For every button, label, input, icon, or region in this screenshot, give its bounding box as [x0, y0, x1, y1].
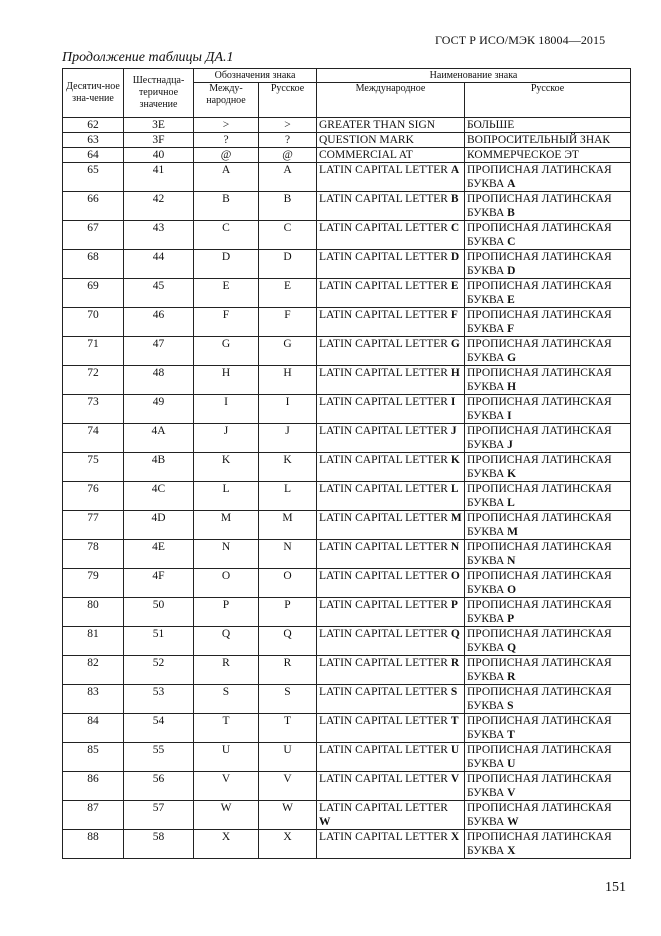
cell-hex: 53	[124, 685, 194, 714]
cell-hex: 4A	[124, 424, 194, 453]
cell-hex: 57	[124, 801, 194, 830]
table-row	[63, 337, 631, 366]
cell-name-ru: ПРОПИСНАЯ ЛАТИНСКАЯ БУКВА O	[465, 569, 631, 598]
cell-name-ru: ПРОПИСНАЯ ЛАТИНСКАЯ БУКВА V	[465, 772, 631, 801]
cell-decimal: 80	[63, 598, 124, 627]
cell-name-ru: ПРОПИСНАЯ ЛАТИНСКАЯ БУКВА E	[465, 279, 631, 308]
cell-decimal: 66	[63, 192, 124, 221]
cell-symbol-intl: U	[194, 743, 259, 772]
cell-name-ru: ПРОПИСНАЯ ЛАТИНСКАЯ БУКВА I	[465, 395, 631, 424]
cell-decimal: 86	[63, 772, 124, 801]
cell-symbol-ru: M	[259, 511, 317, 540]
cell-decimal: 71	[63, 337, 124, 366]
cell-symbol-intl: M	[194, 511, 259, 540]
cell-hex: 3F	[124, 133, 194, 148]
cell-name-intl: COMMERCIAL AT	[317, 148, 465, 163]
table-row	[63, 685, 631, 714]
cell-symbol-ru: L	[259, 482, 317, 511]
cell-symbol-intl: K	[194, 453, 259, 482]
table-row	[63, 250, 631, 279]
cell-symbol-ru: A	[259, 163, 317, 192]
cell-decimal: 83	[63, 685, 124, 714]
cell-symbol-intl: P	[194, 598, 259, 627]
cell-hex: 47	[124, 337, 194, 366]
cell-name-ru: КОММЕРЧЕСКОЕ ЭТ	[465, 148, 631, 163]
cell-hex: 41	[124, 163, 194, 192]
cell-hex: 42	[124, 192, 194, 221]
cell-name-intl: LATIN CAPITAL LETTER D	[317, 250, 465, 279]
cell-hex: 43	[124, 221, 194, 250]
cell-symbol-intl: R	[194, 656, 259, 685]
cell-name-ru: БОЛЬШЕ	[465, 118, 631, 133]
cell-hex: 4F	[124, 569, 194, 598]
table-row	[63, 482, 631, 511]
cell-name-intl: QUESTION MARK	[317, 133, 465, 148]
cell-hex: 40	[124, 148, 194, 163]
table-row	[63, 308, 631, 337]
cell-symbol-ru: V	[259, 772, 317, 801]
cell-name-ru: ПРОПИСНАЯ ЛАТИНСКАЯ БУКВА A	[465, 163, 631, 192]
col-header-name-ru: Русское	[465, 83, 631, 118]
cell-name-ru: ПРОПИСНАЯ ЛАТИНСКАЯ БУКВА J	[465, 424, 631, 453]
cell-name-intl: LATIN CAPITAL LETTER A	[317, 163, 465, 192]
cell-name-ru: ПРОПИСНАЯ ЛАТИНСКАЯ БУКВА P	[465, 598, 631, 627]
cell-symbol-ru: P	[259, 598, 317, 627]
table-row	[63, 540, 631, 569]
cell-decimal: 75	[63, 453, 124, 482]
cell-symbol-intl: B	[194, 192, 259, 221]
cell-decimal: 72	[63, 366, 124, 395]
table-row	[63, 366, 631, 395]
cell-symbol-intl: I	[194, 395, 259, 424]
cell-decimal: 67	[63, 221, 124, 250]
col-header-designation: Обозначения знака	[194, 69, 317, 83]
cell-name-ru: ПРОПИСНАЯ ЛАТИНСКАЯ БУКВА T	[465, 714, 631, 743]
cell-hex: 44	[124, 250, 194, 279]
cell-name-intl: LATIN CAPITAL LETTER F	[317, 308, 465, 337]
cell-symbol-ru: X	[259, 830, 317, 859]
cell-symbol-ru: B	[259, 192, 317, 221]
character-table	[62, 68, 631, 859]
cell-decimal: 62	[63, 118, 124, 133]
cell-symbol-intl: F	[194, 308, 259, 337]
table-row	[63, 801, 631, 830]
cell-decimal: 64	[63, 148, 124, 163]
cell-symbol-ru: I	[259, 395, 317, 424]
cell-symbol-intl: S	[194, 685, 259, 714]
table-row	[63, 192, 631, 221]
cell-decimal: 77	[63, 511, 124, 540]
cell-symbol-intl: >	[194, 118, 259, 133]
cell-symbol-intl: J	[194, 424, 259, 453]
cell-name-intl: LATIN CAPITAL LETTER O	[317, 569, 465, 598]
cell-symbol-intl: N	[194, 540, 259, 569]
cell-name-intl: LATIN CAPITAL LETTER M	[317, 511, 465, 540]
cell-name-ru: ПРОПИСНАЯ ЛАТИНСКАЯ БУКВА L	[465, 482, 631, 511]
cell-name-intl: LATIN CAPITAL LETTER G	[317, 337, 465, 366]
cell-hex: 48	[124, 366, 194, 395]
col-header-designation-ru: Русское	[259, 83, 317, 118]
col-header-decimal: Десятич-ное зна-чение	[63, 69, 124, 118]
table-row	[63, 569, 631, 598]
cell-hex: 56	[124, 772, 194, 801]
cell-decimal: 68	[63, 250, 124, 279]
cell-name-intl: LATIN CAPITAL LETTER K	[317, 453, 465, 482]
table-row	[63, 743, 631, 772]
cell-hex: 58	[124, 830, 194, 859]
cell-name-ru: ПРОПИСНАЯ ЛАТИНСКАЯ БУКВА C	[465, 221, 631, 250]
col-header-designation-intl: Между-народное	[194, 83, 259, 118]
cell-name-intl: LATIN CAPITAL LETTER C	[317, 221, 465, 250]
cell-symbol-ru: T	[259, 714, 317, 743]
cell-decimal: 65	[63, 163, 124, 192]
cell-name-intl: LATIN CAPITAL LETTER W	[317, 801, 465, 830]
table-row	[63, 598, 631, 627]
cell-hex: 3E	[124, 118, 194, 133]
cell-hex: 55	[124, 743, 194, 772]
cell-symbol-intl: D	[194, 250, 259, 279]
cell-hex: 49	[124, 395, 194, 424]
cell-symbol-ru: W	[259, 801, 317, 830]
table-row	[63, 511, 631, 540]
cell-hex: 46	[124, 308, 194, 337]
col-header-name-intl: Международное	[317, 83, 465, 118]
cell-name-ru: ПРОПИСНАЯ ЛАТИНСКАЯ БУКВА U	[465, 743, 631, 772]
cell-name-intl: LATIN CAPITAL LETTER L	[317, 482, 465, 511]
cell-hex: 51	[124, 627, 194, 656]
cell-name-ru: ПРОПИСНАЯ ЛАТИНСКАЯ БУКВА D	[465, 250, 631, 279]
cell-decimal: 76	[63, 482, 124, 511]
cell-name-ru: ПРОПИСНАЯ ЛАТИНСКАЯ БУКВА G	[465, 337, 631, 366]
cell-name-intl: LATIN CAPITAL LETTER H	[317, 366, 465, 395]
cell-name-ru: ПРОПИСНАЯ ЛАТИНСКАЯ БУКВА N	[465, 540, 631, 569]
table-row	[63, 830, 631, 859]
cell-symbol-intl: @	[194, 148, 259, 163]
col-header-hex: Шестнадца-теричное значение	[124, 69, 194, 118]
cell-name-intl: LATIN CAPITAL LETTER P	[317, 598, 465, 627]
cell-hex: 4D	[124, 511, 194, 540]
cell-decimal: 69	[63, 279, 124, 308]
cell-hex: 45	[124, 279, 194, 308]
cell-name-ru: ПРОПИСНАЯ ЛАТИНСКАЯ БУКВА Q	[465, 627, 631, 656]
cell-name-ru: ПРОПИСНАЯ ЛАТИНСКАЯ БУКВА X	[465, 830, 631, 859]
cell-symbol-ru: N	[259, 540, 317, 569]
cell-symbol-intl: O	[194, 569, 259, 598]
cell-hex: 52	[124, 656, 194, 685]
table-row	[63, 118, 631, 133]
cell-name-intl: LATIN CAPITAL LETTER T	[317, 714, 465, 743]
table-row	[63, 279, 631, 308]
cell-name-ru: ПРОПИСНАЯ ЛАТИНСКАЯ БУКВА B	[465, 192, 631, 221]
cell-symbol-intl: A	[194, 163, 259, 192]
cell-symbol-intl: W	[194, 801, 259, 830]
cell-name-intl: LATIN CAPITAL LETTER Q	[317, 627, 465, 656]
cell-name-ru: ПРОПИСНАЯ ЛАТИНСКАЯ БУКВА M	[465, 511, 631, 540]
cell-name-intl: LATIN CAPITAL LETTER U	[317, 743, 465, 772]
cell-symbol-ru: Q	[259, 627, 317, 656]
cell-decimal: 73	[63, 395, 124, 424]
table-row	[63, 133, 631, 148]
cell-symbol-ru: C	[259, 221, 317, 250]
cell-symbol-ru: E	[259, 279, 317, 308]
cell-name-ru: ПРОПИСНАЯ ЛАТИНСКАЯ БУКВА K	[465, 453, 631, 482]
cell-symbol-ru: O	[259, 569, 317, 598]
cell-symbol-ru: R	[259, 656, 317, 685]
cell-symbol-ru: H	[259, 366, 317, 395]
col-header-name: Наименование знака	[317, 69, 631, 83]
table-row	[63, 656, 631, 685]
table-row	[63, 163, 631, 192]
table-row	[63, 627, 631, 656]
cell-symbol-intl: Q	[194, 627, 259, 656]
page-number: 151	[605, 880, 626, 895]
cell-name-intl: LATIN CAPITAL LETTER X	[317, 830, 465, 859]
cell-symbol-ru: G	[259, 337, 317, 366]
standard-code: ГОСТ Р ИСО/МЭК 18004—2015	[435, 33, 606, 47]
cell-decimal: 88	[63, 830, 124, 859]
cell-decimal: 85	[63, 743, 124, 772]
cell-decimal: 84	[63, 714, 124, 743]
cell-decimal: 70	[63, 308, 124, 337]
cell-name-intl: LATIN CAPITAL LETTER V	[317, 772, 465, 801]
cell-symbol-intl: H	[194, 366, 259, 395]
cell-name-intl: LATIN CAPITAL LETTER B	[317, 192, 465, 221]
cell-symbol-intl: T	[194, 714, 259, 743]
cell-symbol-intl: L	[194, 482, 259, 511]
table-continuation-caption: Продолжение таблицы ДА.1	[62, 50, 234, 65]
cell-symbol-intl: E	[194, 279, 259, 308]
cell-decimal: 81	[63, 627, 124, 656]
cell-symbol-ru: F	[259, 308, 317, 337]
table-row	[63, 772, 631, 801]
table-row	[63, 453, 631, 482]
cell-symbol-ru: @	[259, 148, 317, 163]
cell-name-ru: ПРОПИСНАЯ ЛАТИНСКАЯ БУКВА H	[465, 366, 631, 395]
cell-name-ru: ПРОПИСНАЯ ЛАТИНСКАЯ БУКВА F	[465, 308, 631, 337]
cell-name-intl: LATIN CAPITAL LETTER I	[317, 395, 465, 424]
cell-symbol-intl: C	[194, 221, 259, 250]
cell-name-intl: GREATER THAN SIGN	[317, 118, 465, 133]
cell-name-ru: ПРОПИСНАЯ ЛАТИНСКАЯ БУКВА R	[465, 656, 631, 685]
cell-name-ru: ПРОПИСНАЯ ЛАТИНСКАЯ БУКВА S	[465, 685, 631, 714]
cell-name-ru: ВОПРОСИТЕЛЬНЫЙ ЗНАК	[465, 133, 631, 148]
cell-hex: 4C	[124, 482, 194, 511]
cell-decimal: 63	[63, 133, 124, 148]
cell-hex: 54	[124, 714, 194, 743]
cell-symbol-intl: ?	[194, 133, 259, 148]
cell-hex: 4E	[124, 540, 194, 569]
table-row	[63, 424, 631, 453]
cell-decimal: 82	[63, 656, 124, 685]
cell-symbol-ru: U	[259, 743, 317, 772]
table-row	[63, 395, 631, 424]
cell-symbol-ru: D	[259, 250, 317, 279]
cell-name-intl: LATIN CAPITAL LETTER S	[317, 685, 465, 714]
table-row	[63, 714, 631, 743]
cell-symbol-ru: ?	[259, 133, 317, 148]
cell-hex: 4B	[124, 453, 194, 482]
cell-name-intl: LATIN CAPITAL LETTER E	[317, 279, 465, 308]
table-row	[63, 148, 631, 163]
cell-decimal: 87	[63, 801, 124, 830]
cell-hex: 50	[124, 598, 194, 627]
cell-symbol-intl: X	[194, 830, 259, 859]
cell-name-intl: LATIN CAPITAL LETTER J	[317, 424, 465, 453]
cell-symbol-ru: S	[259, 685, 317, 714]
cell-name-intl: LATIN CAPITAL LETTER R	[317, 656, 465, 685]
cell-symbol-ru: >	[259, 118, 317, 133]
cell-decimal: 74	[63, 424, 124, 453]
cell-name-ru: ПРОПИСНАЯ ЛАТИНСКАЯ БУКВА W	[465, 801, 631, 830]
cell-symbol-intl: V	[194, 772, 259, 801]
cell-decimal: 78	[63, 540, 124, 569]
cell-decimal: 79	[63, 569, 124, 598]
table-row	[63, 221, 631, 250]
cell-symbol-ru: K	[259, 453, 317, 482]
cell-symbol-intl: G	[194, 337, 259, 366]
cell-name-intl: LATIN CAPITAL LETTER N	[317, 540, 465, 569]
cell-symbol-ru: J	[259, 424, 317, 453]
